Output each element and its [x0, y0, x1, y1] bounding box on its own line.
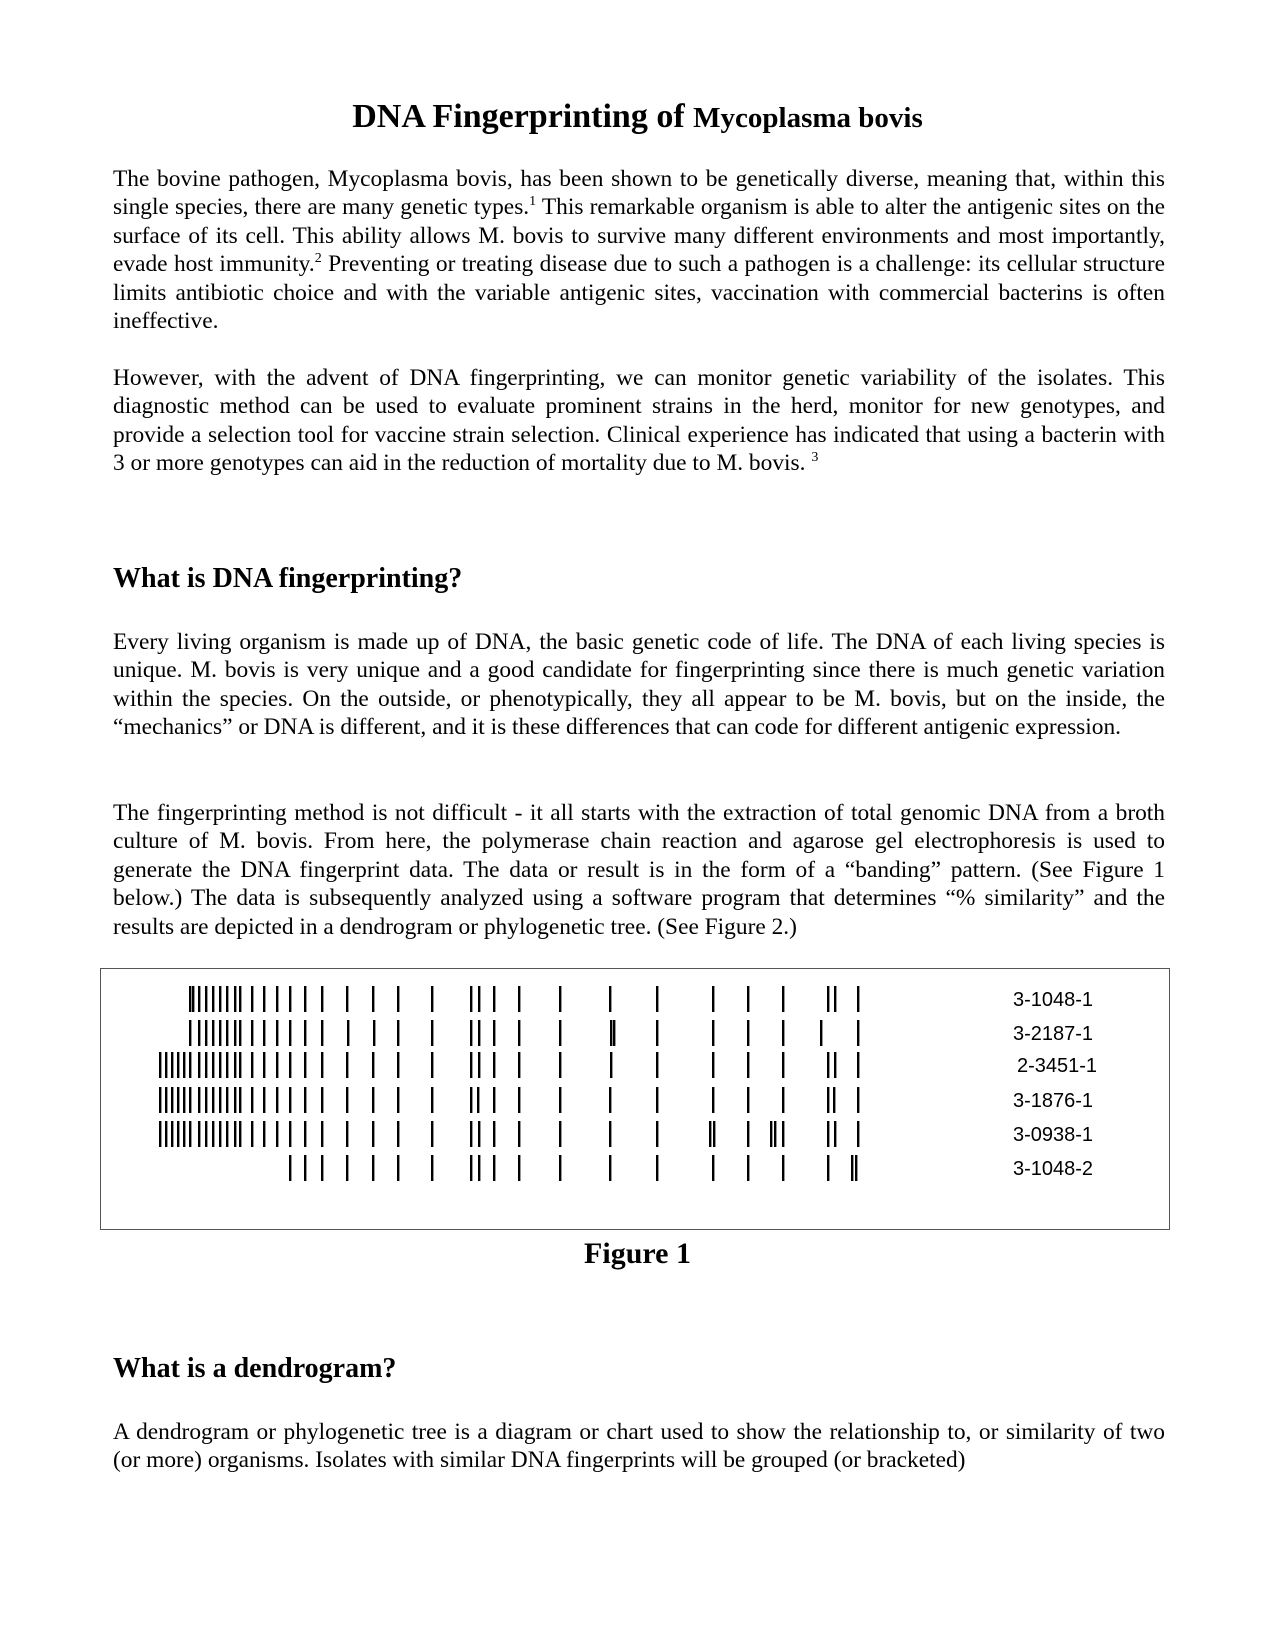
gel-band — [165, 1121, 167, 1147]
gel-band — [321, 1052, 323, 1078]
gel-band — [470, 1121, 472, 1147]
gel-band — [518, 1052, 520, 1078]
section-heading-fingerprinting: What is DNA fingerprinting? — [113, 563, 463, 594]
gel-band — [276, 1087, 278, 1113]
dendrogram-paragraph-1: A dendrogram or phylogenetic tree is a diagram or chart used to show the relationship to, or similarity of two (or more) organisms. Isolates with similar DNA fingerprints will be grouped (or bracketed) — [113, 1419, 1165, 1474]
gel-band — [321, 1020, 323, 1046]
gel-band — [304, 1020, 306, 1046]
gel-band — [613, 1020, 615, 1046]
gel-band — [834, 986, 836, 1012]
gel-band — [431, 1155, 433, 1181]
gel-band — [609, 1121, 611, 1147]
gel-band — [478, 1121, 480, 1147]
gel-band — [189, 1020, 191, 1046]
gel-band — [397, 1155, 399, 1181]
gel-band — [263, 986, 265, 1012]
gel-band — [431, 1087, 433, 1113]
gel-band — [183, 1052, 185, 1078]
gel-band — [198, 1121, 200, 1147]
gel-band — [239, 1087, 241, 1113]
gel-band — [276, 1020, 278, 1046]
gel-band — [782, 986, 784, 1012]
gel-band — [251, 1121, 253, 1147]
gel-band — [289, 1087, 291, 1113]
gel-band — [219, 1121, 221, 1147]
gel-band — [712, 1087, 714, 1113]
gel-band — [827, 986, 829, 1012]
gel-band — [289, 1052, 291, 1078]
gel-band — [205, 986, 207, 1012]
footnote-ref-1: 1 — [529, 194, 537, 210]
gel-band — [159, 1052, 161, 1078]
gel-band — [276, 986, 278, 1012]
gel-band — [289, 1121, 291, 1147]
gel-band — [373, 1020, 375, 1046]
gel-band — [770, 1121, 772, 1147]
gel-band — [397, 1121, 399, 1147]
gel-band — [263, 1121, 265, 1147]
gel-band — [226, 1020, 228, 1046]
gel-band — [827, 1155, 829, 1181]
gel-band — [397, 1020, 399, 1046]
gel-band — [198, 1052, 200, 1078]
intro-paragraph-2: However, with the advent of DNA fingerprinting, we can monitor genetic variability of the isolates. This diagnostic method can be used to evaluate prominent strains in the herd, monitor for new genotypes, and provide a selection tool for vaccine strain selection. Clinical experience has indicated that using a bacterin with 3 or more genotypes can aid in the reduction of mortality due to M. bovis. $^3$ — [113, 365, 1165, 477]
gel-band — [712, 1020, 714, 1046]
gel-band — [609, 986, 611, 1012]
gel-band — [226, 986, 228, 1012]
gel-band — [747, 1052, 749, 1078]
gel-band — [183, 1087, 185, 1113]
gel-band — [239, 1121, 241, 1147]
gel-band — [834, 1121, 836, 1147]
gel-band — [782, 1121, 784, 1147]
gel-band — [304, 1155, 306, 1181]
gel-band — [431, 1052, 433, 1078]
gel-band — [747, 1121, 749, 1147]
gel-band — [559, 1020, 561, 1046]
gel-band — [493, 1052, 495, 1078]
gel-band — [747, 1087, 749, 1113]
gel-band — [827, 1121, 829, 1147]
intro-paragraph-1: The bovine pathogen, Mycoplasma bovis, has been shown to be genetically diverse, meaning that, within this single species, there are many genetic types.$^1$ This remarkable organism is able to alter the antigenic sites on the surface of its cell. This ability allows M. bovis to survive many different environments and most importantly, evade host immunity.$^2$ Preventing or treating disease due to such a pathogen is a challenge: its cellular structure limits antibiotic choice and with the variable antigenic sites, vaccination with commercial bacterins is often ineffective. — [113, 166, 1166, 335]
gel-band — [827, 1052, 829, 1078]
gel-band — [656, 1087, 658, 1113]
gel-band — [397, 986, 399, 1012]
gel-band — [493, 1155, 495, 1181]
gel-band — [198, 1020, 200, 1046]
gel-band — [747, 1020, 749, 1046]
footnote-ref-2: 2 — [314, 251, 322, 267]
gel-band — [239, 986, 241, 1012]
gel-band — [289, 1155, 291, 1181]
gel-band — [226, 1052, 228, 1078]
gel-band — [709, 1121, 711, 1147]
gel-band — [321, 1121, 323, 1147]
lane-label: 3-0938-1 — [1013, 1124, 1094, 1146]
gel-band — [559, 1155, 561, 1181]
gel-band — [212, 1020, 214, 1046]
gel-band — [212, 986, 214, 1012]
gel-band — [219, 986, 221, 1012]
gel-band — [397, 1087, 399, 1113]
gel-band — [782, 1155, 784, 1181]
gel-band — [372, 1121, 374, 1147]
gel-band — [171, 1087, 173, 1113]
gel-band — [346, 1121, 348, 1147]
gel-band — [493, 986, 495, 1012]
gel-band — [431, 1020, 433, 1046]
gel-band — [226, 1087, 228, 1113]
gel-band — [713, 1121, 715, 1147]
gel-band — [493, 1020, 495, 1046]
gel-band — [518, 1155, 520, 1181]
gel-band — [559, 986, 561, 1012]
gel-band — [493, 1121, 495, 1147]
fingerprinting-paragraph-1: Every living organism is made up of DNA, the basic genetic code of life. The DNA of each living species is unique. M. bovis is very unique and a good candidate for fingerprinting since there is much genetic variation within the species. On the outside, or phenotypically, they all appear to be M. bovis, but on the inside, the “mechanics” or DNA is different, and it is these differences that can code for different antigenic expression. — [113, 629, 1165, 741]
section-heading-dendrogram: What is a dendrogram? — [113, 1353, 397, 1384]
gel-band — [478, 986, 480, 1012]
gel-band — [372, 986, 374, 1012]
gel-band — [610, 1052, 612, 1078]
gel-band — [304, 986, 306, 1012]
gel-band — [470, 1052, 472, 1078]
gel-band — [219, 1087, 221, 1113]
gel-band — [833, 1087, 835, 1113]
gel-band — [263, 1087, 265, 1113]
gel-band — [747, 1155, 749, 1181]
gel-band — [234, 986, 236, 1012]
gel-band — [518, 1087, 520, 1113]
gel-band — [276, 1121, 278, 1147]
gel-band — [171, 1121, 173, 1147]
gel-band — [346, 986, 348, 1012]
gel-band — [609, 1155, 611, 1181]
gel-band — [478, 1052, 480, 1078]
gel-band — [321, 1155, 323, 1181]
gel-band — [205, 1052, 207, 1078]
gel-band — [276, 1052, 278, 1078]
gel-band — [289, 986, 291, 1012]
gel-band — [857, 1087, 859, 1113]
gel-band — [857, 1020, 859, 1046]
gel-band — [205, 1121, 207, 1147]
gel-band — [656, 1155, 658, 1181]
gel-band — [372, 1052, 374, 1078]
gel-band — [177, 1087, 179, 1113]
gel-band — [782, 1052, 784, 1078]
gel-band — [177, 1052, 179, 1078]
gel-band — [205, 1087, 207, 1113]
lane-label: 3-1876-1 — [1013, 1090, 1094, 1112]
gel-band — [857, 1121, 859, 1147]
lane-label: 2-3451-1 — [1017, 1055, 1098, 1077]
gel-band — [263, 1020, 265, 1046]
gel-band — [346, 1087, 348, 1113]
fingerprinting-paragraph-2: The fingerprinting method is not difficult - it all starts with the extraction of total genomic DNA from a broth culture of M. bovis. From here, the polymerase chain reaction and agarose gel electrophoresis is used to generate the DNA fingerprint data. The data or result is in the form of a “banding” pattern. (See Figure 1 below.) The data is subsequently analyzed using a software program that determines “% similarity” and the results are depicted in a dendrogram or phylogenetic tree. (See Figure 2.) — [113, 800, 1165, 940]
gel-band — [304, 1087, 306, 1113]
gel-band — [251, 1052, 253, 1078]
gel-band — [656, 1052, 658, 1078]
lane-label: 3-2187-1 — [1013, 1023, 1094, 1045]
gel-band — [263, 1052, 265, 1078]
figure-1-caption: Figure 1 — [584, 1237, 691, 1270]
gel-band — [205, 1020, 207, 1046]
gel-band — [782, 1087, 784, 1113]
gel-band — [347, 1020, 349, 1046]
gel-band — [321, 986, 323, 1012]
gel-band — [171, 1052, 173, 1078]
footnote-ref-3: 3 — [811, 450, 819, 466]
gel-band — [656, 1020, 658, 1046]
gel-band — [165, 1087, 167, 1113]
lane-label: 3-1048-1 — [1013, 989, 1094, 1011]
gel-band — [470, 1087, 472, 1113]
gel-band — [159, 1087, 161, 1113]
gel-band — [234, 1020, 236, 1046]
gel-band — [219, 1020, 221, 1046]
gel-band — [251, 1087, 253, 1113]
gel-band — [234, 1087, 236, 1113]
gel-band — [183, 1121, 185, 1147]
gel-band — [239, 1020, 241, 1046]
gel-band — [493, 1087, 495, 1113]
gel-band — [559, 1121, 561, 1147]
gel-band — [234, 1052, 236, 1078]
gel-band — [774, 1121, 776, 1147]
gel-band — [212, 1052, 214, 1078]
gel-band — [192, 986, 194, 1012]
gel-band — [372, 1155, 374, 1181]
gel-band — [189, 1121, 191, 1147]
gel-band — [827, 1087, 829, 1113]
gel-band-diagram — [101, 969, 1169, 1229]
gel-band — [470, 1020, 472, 1046]
figure-1-banding-pattern — [100, 968, 1170, 1230]
gel-band — [304, 1052, 306, 1078]
gel-band — [747, 986, 749, 1012]
gel-band — [782, 1020, 784, 1046]
title-part-2: Mycoplasma bovis — [693, 102, 923, 134]
gel-band — [289, 1020, 291, 1046]
gel-band — [559, 1052, 561, 1078]
gel-band — [372, 1087, 374, 1113]
gel-band — [431, 1121, 433, 1147]
gel-band — [857, 986, 859, 1012]
gel-band — [212, 1121, 214, 1147]
gel-band — [346, 1052, 348, 1078]
gel-band — [477, 1087, 479, 1113]
gel-band — [470, 986, 472, 1012]
gel-band — [518, 1020, 520, 1046]
gel-band — [251, 1020, 253, 1046]
gel-band — [857, 1052, 859, 1078]
gel-band — [219, 1052, 221, 1078]
gel-band — [478, 1155, 480, 1181]
gel-band — [851, 1155, 853, 1181]
gel-band — [234, 1121, 236, 1147]
gel-band — [251, 986, 253, 1012]
gel-band — [855, 1155, 857, 1181]
gel-band — [198, 1087, 200, 1113]
gel-band — [834, 1052, 836, 1078]
gel-band — [239, 1052, 241, 1078]
gel-band — [189, 986, 191, 1012]
gel-band — [470, 1155, 472, 1181]
gel-band — [609, 1087, 611, 1113]
gel-band — [346, 1155, 348, 1181]
gel-band — [226, 1121, 228, 1147]
gel-band — [610, 1020, 612, 1046]
gel-band — [712, 986, 714, 1012]
gel-band — [165, 1052, 167, 1078]
gel-band — [189, 1052, 191, 1078]
gel-band — [518, 1121, 520, 1147]
gel-band — [397, 1052, 399, 1078]
gel-band — [321, 1087, 323, 1113]
gel-band — [431, 986, 433, 1012]
page-title — [0, 97, 1275, 138]
gel-band — [820, 1020, 822, 1046]
gel-band — [656, 986, 658, 1012]
gel-band — [198, 986, 200, 1012]
gel-band — [478, 1020, 480, 1046]
gel-band — [212, 1087, 214, 1113]
gel-band — [189, 1087, 191, 1113]
gel-band — [518, 986, 520, 1012]
gel-band — [159, 1121, 161, 1147]
gel-band — [304, 1121, 306, 1147]
gel-band — [559, 1087, 561, 1113]
gel-band — [712, 1155, 714, 1181]
gel-band — [712, 1052, 714, 1078]
title-part-1: DNA Fingerprinting of — [352, 98, 694, 135]
gel-band — [177, 1121, 179, 1147]
lane-label: 3-1048-2 — [1013, 1158, 1094, 1180]
gel-band — [656, 1121, 658, 1147]
